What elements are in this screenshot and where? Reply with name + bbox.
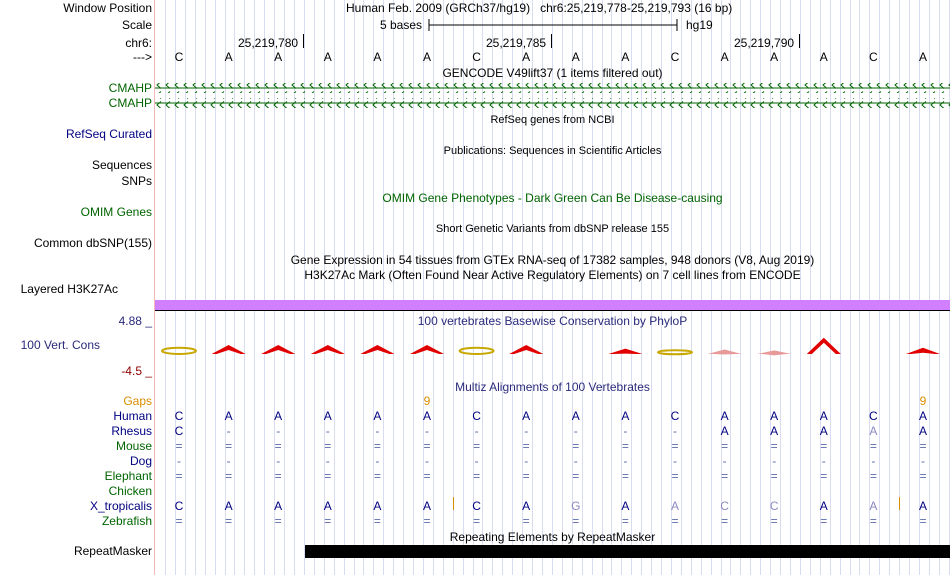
alignment-base: A: [621, 499, 630, 513]
alignment-base: A: [323, 499, 332, 513]
reference-base: A: [373, 50, 382, 64]
h3k27ac-baseline: [155, 310, 950, 311]
conservation-mark: [608, 349, 642, 354]
species-label[interactable]: Elephant: [104, 469, 152, 483]
alignment-base: -: [871, 454, 876, 468]
conservation-mark: [410, 345, 444, 354]
alignment-base: =: [324, 439, 332, 453]
reference-base: A: [819, 50, 828, 64]
conservation-mark: [658, 350, 692, 354]
alignment-base: -: [474, 424, 479, 438]
reference-base: A: [621, 50, 630, 64]
alignment-base: A: [224, 409, 233, 423]
alignment-base: =: [225, 469, 233, 483]
snps-label[interactable]: SNPs: [121, 174, 152, 188]
tick-mark: [303, 34, 304, 48]
alignment-base: C: [869, 409, 878, 423]
alignment-base: -: [276, 424, 281, 438]
species-label[interactable]: Zebrafish: [101, 514, 152, 528]
scale-text: 5 bases: [380, 18, 423, 32]
alignment-base: =: [820, 514, 828, 528]
species-label[interactable]: Human: [113, 409, 152, 423]
alignment-base: A: [819, 424, 828, 438]
h3k27ac-track-title: H3K27Ac Mark (Often Found Near Active Regulatory Elements) on 7 cell lines from ENCODE: [304, 268, 801, 282]
alignment-base: =: [572, 514, 580, 528]
alignment-base: =: [621, 514, 629, 528]
insertion-mark: [453, 497, 454, 510]
alignment-base: =: [869, 469, 877, 483]
conservation-mark: [460, 348, 494, 354]
gap-count: 9: [423, 394, 431, 408]
reference-base: A: [770, 50, 779, 64]
h3k27ac-signal-bar[interactable]: [155, 300, 950, 310]
omim-label[interactable]: OMIM Genes: [80, 205, 152, 219]
repeatmasker-label[interactable]: RepeatMasker: [73, 544, 152, 558]
alignment-base: =: [919, 469, 927, 483]
alignment-base: C: [472, 499, 481, 513]
alignment-base: A: [323, 409, 332, 423]
reference-base: A: [422, 50, 431, 64]
alignment-base: -: [524, 454, 529, 468]
alignment-base: =: [225, 514, 233, 528]
tick-mark: [799, 34, 800, 48]
gaps-label: Gaps: [123, 394, 152, 408]
alignment-base: =: [721, 439, 729, 453]
alignment-base: =: [175, 439, 183, 453]
alignment-base: -: [821, 454, 826, 468]
reference-base: A: [918, 50, 927, 64]
alignment-base: =: [373, 439, 381, 453]
alignment-base: A: [274, 409, 283, 423]
alignment-base: -: [425, 454, 429, 468]
alignment-base: A: [522, 499, 531, 513]
alignment-base: =: [522, 439, 530, 453]
alignment-base: =: [919, 439, 927, 453]
alignment-base: =: [473, 439, 481, 453]
alignment-base: -: [375, 454, 380, 468]
species-label[interactable]: X_tropicalis: [89, 499, 152, 513]
reference-base: A: [224, 50, 233, 64]
alignment-base: G: [571, 499, 581, 513]
h3k27ac-label[interactable]: Layered H3K27Ac: [20, 282, 118, 296]
alignment-base: -: [921, 454, 925, 468]
alignment-base: -: [673, 454, 677, 468]
alignment-base: -: [573, 424, 578, 438]
refseq-label[interactable]: RefSeq Curated: [65, 127, 152, 141]
reference-base: C: [174, 50, 184, 64]
tick-label: 25,219,780: [238, 36, 299, 50]
alignment-base: C: [174, 499, 184, 513]
alignment-base: =: [671, 514, 679, 528]
alignment-base: =: [869, 439, 877, 453]
reference-base: A: [522, 50, 531, 64]
alignment-base: A: [869, 499, 878, 513]
alignment-base: =: [721, 469, 729, 483]
repeat-element-bar[interactable]: [305, 545, 950, 558]
tick-label: 25,219,790: [734, 36, 795, 50]
alignment-base: =: [373, 469, 381, 483]
gene-label[interactable]: CMAHP: [108, 81, 152, 95]
insertion-mark: [899, 497, 900, 510]
reference-base: A: [571, 50, 580, 64]
alignment-base: A: [373, 409, 382, 423]
alignment-base: =: [721, 514, 729, 528]
alignment-base: =: [572, 469, 580, 483]
alignment-base: =: [522, 469, 530, 483]
alignment-base: =: [274, 469, 282, 483]
alignment-base: -: [772, 454, 777, 468]
alignment-base: =: [274, 514, 282, 528]
alignment-base: -: [524, 424, 529, 438]
alignment-base: C: [720, 499, 729, 513]
gtex-track-title: Gene Expression in 54 tissues from GTEx RNA-seq of 17382 samples, 948 donors (V8, Aug 2019): [290, 253, 815, 267]
dbsnp-track-title: Short Genetic Variants from dbSNP release 155: [435, 223, 670, 235]
alignment-base: A: [373, 499, 382, 513]
scale-label: Scale: [121, 18, 152, 32]
alignment-base: =: [423, 439, 431, 453]
assembly-name: hg19: [686, 18, 713, 32]
alignment-base: =: [820, 439, 828, 453]
chrom-label: chr6:: [125, 36, 152, 50]
refseq-track-title: RefSeq genes from NCBI: [490, 114, 615, 126]
alignment-base: -: [673, 424, 677, 438]
cons-min-label: -4.5 _: [121, 364, 152, 378]
window-position-text[interactable]: Human Feb. 2009 (GRCh37/hg19) chr6:25,219,778-25,219,793 (16 bp): [346, 1, 733, 15]
reference-base: C: [869, 50, 878, 64]
conservation-mark: [261, 345, 295, 354]
alignment-base: A: [770, 424, 779, 438]
alignment-base: A: [522, 409, 531, 423]
alignment-base: -: [177, 454, 181, 468]
alignment-base: =: [770, 469, 778, 483]
species-label[interactable]: Chicken: [108, 484, 152, 498]
alignment-base: =: [621, 439, 629, 453]
alignment-base: =: [324, 514, 332, 528]
alignment-base: =: [770, 514, 778, 528]
strand-label: --->: [133, 50, 152, 64]
species-label[interactable]: Rhesus: [111, 424, 152, 438]
alignment-base: -: [325, 424, 330, 438]
tick-label: 25,219,785: [486, 36, 547, 50]
alignment-base: -: [474, 454, 479, 468]
alignment-base: =: [671, 439, 679, 453]
multiz-track-title: Multiz Alignments of 100 Vertebrates: [455, 380, 650, 394]
conservation-mark: [807, 338, 841, 354]
phylop-track-title: 100 vertebrates Basewise Conservation by PhyloP: [417, 314, 688, 328]
alignment-base: A: [274, 499, 283, 513]
alignment-base: -: [276, 454, 281, 468]
alignment-base: A: [720, 424, 729, 438]
alignment-base: -: [573, 454, 578, 468]
conservation-plot[interactable]: [155, 326, 950, 376]
gene-label[interactable]: CMAHP: [108, 96, 152, 110]
alignment-base: -: [623, 454, 628, 468]
conservation-mark: [509, 345, 543, 354]
gap-count: 9: [919, 394, 927, 408]
gencode-track-title: GENCODE V49lift37 (1 items filtered out): [442, 66, 663, 80]
alignment-base: =: [473, 469, 481, 483]
alignment-base: A: [720, 409, 729, 423]
alignment-base: =: [919, 514, 927, 528]
alignment-base: A: [670, 499, 679, 513]
cons-track-label[interactable]: 100 Vert. Cons: [20, 338, 100, 352]
tick-mark: [551, 34, 552, 48]
species-label[interactable]: Mouse: [115, 439, 152, 453]
scale-bar: [428, 18, 680, 32]
alignment-base: -: [325, 454, 330, 468]
alignment-base: =: [770, 439, 778, 453]
alignment-base: A: [422, 499, 431, 513]
conservation-mark: [212, 345, 246, 354]
reference-base: A: [274, 50, 283, 64]
repeatmasker-track-title: Repeating Elements by RepeatMasker: [449, 530, 656, 544]
alignment-base: =: [423, 469, 431, 483]
publications-track-title: Publications: Sequences in Scientific Articles: [443, 145, 662, 157]
alignment-base: =: [175, 514, 183, 528]
gene-models[interactable]: [155, 80, 950, 112]
alignment-base: C: [769, 499, 779, 513]
species-label[interactable]: Dog: [129, 454, 152, 468]
conservation-mark: [708, 350, 742, 355]
alignment-base: C: [174, 409, 184, 423]
alignment-base: A: [918, 409, 927, 423]
alignment-base: =: [572, 439, 580, 453]
reference-base: A: [323, 50, 332, 64]
alignment-base: =: [671, 469, 679, 483]
alignment-base: A: [770, 409, 779, 423]
alignment-base: =: [324, 469, 332, 483]
alignment-base: A: [918, 424, 927, 438]
alignment-base: -: [226, 424, 231, 438]
alignment-base: C: [174, 424, 184, 438]
alignment-base: =: [869, 514, 877, 528]
alignment-base: A: [819, 409, 828, 423]
alignment-base: =: [522, 514, 530, 528]
alignment-base: -: [623, 424, 628, 438]
alignment-base: =: [473, 514, 481, 528]
alignment-base: C: [670, 409, 680, 423]
conservation-mark: [311, 345, 345, 354]
conservation-mark: [757, 350, 791, 355]
alignment-base: =: [225, 439, 233, 453]
conservation-mark: [162, 348, 196, 354]
alignment-base: A: [422, 409, 431, 423]
alignment-base: =: [175, 469, 183, 483]
alignment-base: A: [918, 499, 927, 513]
conservation-mark: [360, 345, 394, 354]
alignment-base: C: [472, 409, 481, 423]
dbsnp-label[interactable]: Common dbSNP(155): [33, 236, 152, 250]
cons-max-label: 4.88 _: [118, 314, 152, 328]
alignment-base: =: [423, 514, 431, 528]
omim-track-title: OMIM Gene Phenotypes - Dark Green Can Be Disease-causing: [382, 191, 723, 205]
reference-base: C: [472, 50, 481, 64]
alignment-base: =: [274, 439, 282, 453]
alignment-base: -: [226, 454, 231, 468]
window-position-label: Window Position: [63, 1, 152, 15]
alignment-base: A: [571, 409, 580, 423]
alignment-base: =: [820, 469, 828, 483]
alignment-base: =: [373, 514, 381, 528]
sequences-label[interactable]: Sequences: [91, 158, 152, 172]
alignment-base: A: [621, 409, 630, 423]
reference-base: A: [720, 50, 729, 64]
reference-base: C: [670, 50, 680, 64]
alignment-base: A: [819, 499, 828, 513]
alignment-base: A: [869, 424, 878, 438]
conservation-mark: [906, 348, 940, 354]
alignment-base: =: [621, 469, 629, 483]
alignment-base: A: [224, 499, 233, 513]
alignment-base: -: [425, 424, 429, 438]
alignment-base: -: [375, 424, 380, 438]
alignment-base: -: [722, 454, 727, 468]
